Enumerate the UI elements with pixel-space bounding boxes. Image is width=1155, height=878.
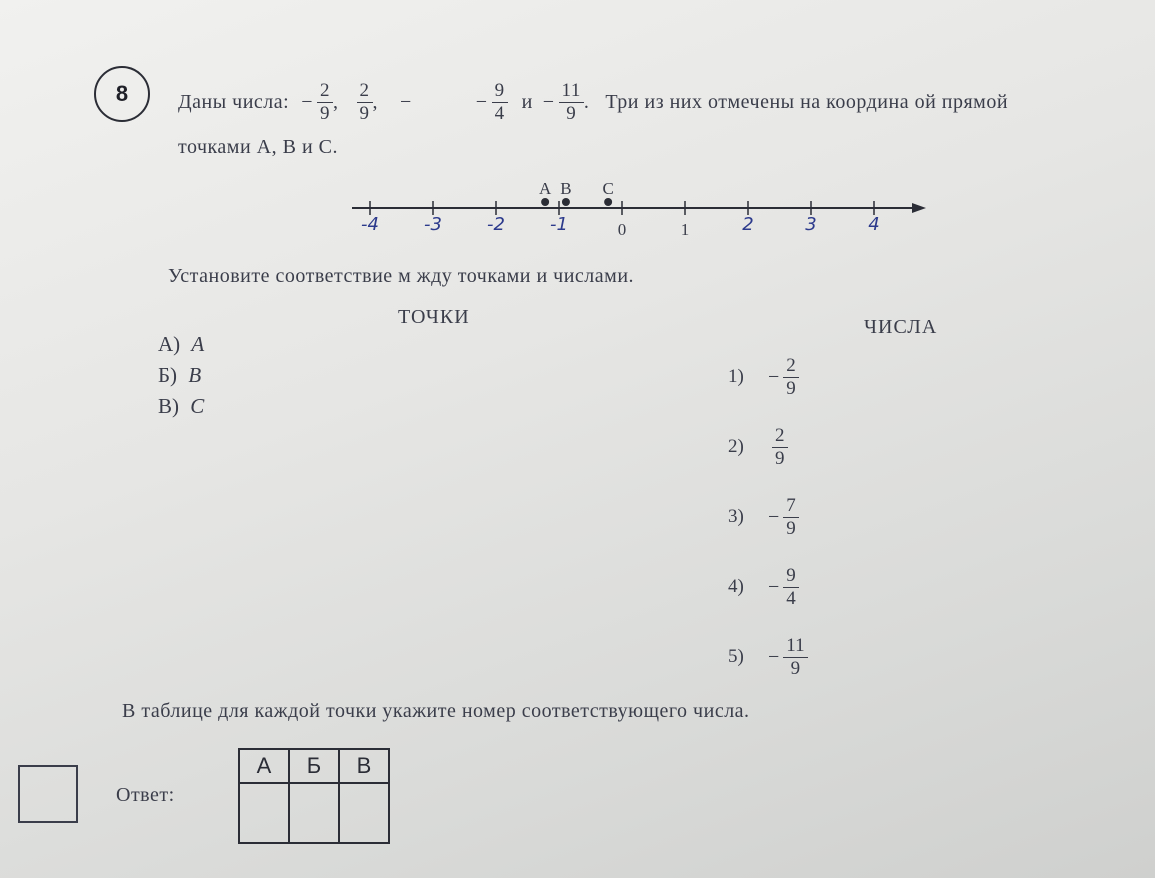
numerator: 9 xyxy=(492,80,508,103)
fraction xyxy=(783,635,807,680)
answer-table xyxy=(238,748,390,844)
handwritten-tick-label: -1 xyxy=(550,214,568,235)
point-name: C xyxy=(190,394,205,418)
answer-cell-c[interactable] xyxy=(339,783,389,843)
number-label: 3) xyxy=(728,506,744,527)
answer-checkbox[interactable] xyxy=(18,765,78,823)
answer-cell-a[interactable] xyxy=(239,783,289,843)
denominator: 9 xyxy=(359,103,370,124)
points-header: ТОЧКИ xyxy=(398,306,470,328)
answer-header-c: В xyxy=(339,749,389,783)
sign: − xyxy=(475,91,488,113)
numbers-list xyxy=(728,342,808,692)
number-label: 4) xyxy=(728,576,744,597)
task-number: 8 xyxy=(94,66,150,122)
axis-arrow-icon xyxy=(912,203,926,213)
separator: . xyxy=(583,91,590,113)
sign: − xyxy=(768,505,780,528)
numerator: 11 xyxy=(559,80,584,103)
handwritten-tick-label: -2 xyxy=(487,214,505,235)
fraction xyxy=(783,495,799,540)
point-letter: В) xyxy=(158,394,179,418)
given-number-1 xyxy=(301,80,352,125)
denominator: 9 xyxy=(786,517,796,539)
given-number-3 xyxy=(400,91,472,114)
point-name: A xyxy=(191,332,205,356)
points-list xyxy=(158,332,204,425)
condition-tail: Три из них отмечены на координа ой прямой xyxy=(605,91,1009,113)
handwritten-tick-label: 4 xyxy=(868,214,880,235)
answer-header-b: Б xyxy=(289,749,339,783)
answer-label: Ответ: xyxy=(116,784,175,806)
task-statement-line1 xyxy=(178,80,1008,125)
tick-label: 1 xyxy=(680,220,690,239)
given-number-2 xyxy=(357,80,397,125)
number-label: 2) xyxy=(728,436,744,457)
answer-header-a: А xyxy=(239,749,289,783)
point-letter: Б) xyxy=(158,363,178,387)
given-number-5 xyxy=(543,80,602,125)
fraction xyxy=(317,80,333,125)
denominator: 9 xyxy=(775,447,785,469)
handwritten-tick-label: 2 xyxy=(742,214,754,235)
number-line xyxy=(340,168,940,248)
numerator: 2 xyxy=(357,80,373,103)
separator: , xyxy=(333,91,339,113)
number-label: 5) xyxy=(728,646,744,667)
number-item-3 xyxy=(728,482,808,552)
fraction xyxy=(772,425,788,470)
denominator: 9 xyxy=(566,103,577,124)
number-item-1 xyxy=(728,342,808,412)
denominator: 4 xyxy=(494,103,505,124)
point-marker-c xyxy=(604,198,612,206)
handwritten-tick-label: -3 xyxy=(424,214,442,235)
handwritten-tick-label: -4 xyxy=(361,214,379,235)
numerator: 2 xyxy=(783,355,799,378)
answer-header-row xyxy=(239,749,389,783)
numerator: 7 xyxy=(783,495,799,518)
fraction xyxy=(783,565,799,610)
sign: − xyxy=(768,645,780,668)
denominator: 9 xyxy=(790,657,801,679)
sign: − xyxy=(768,575,780,598)
point-item-a xyxy=(158,332,204,363)
point-letter: А) xyxy=(158,332,181,356)
numbers-header: ЧИСЛА xyxy=(864,316,938,338)
table-instruction: В таблице для каждой точки укажите номер соответствующего числа. xyxy=(122,700,750,722)
numerator: 2 xyxy=(317,80,333,103)
numerator: 11 xyxy=(783,635,807,658)
fraction xyxy=(357,80,373,125)
point-marker-b xyxy=(562,198,570,206)
point-label-c: C xyxy=(602,179,614,198)
number-item-4 xyxy=(728,552,808,622)
tick-label: 0 xyxy=(617,220,627,239)
separator: и xyxy=(521,91,533,113)
denominator: 4 xyxy=(786,587,796,609)
intro-text: Даны числа: xyxy=(178,91,290,113)
fraction xyxy=(783,355,799,400)
point-name: B xyxy=(188,363,202,387)
answer-cells-row xyxy=(239,783,389,843)
handwritten-tick-label: 3 xyxy=(805,214,817,235)
point-label-b: B xyxy=(560,179,572,198)
denominator: 9 xyxy=(320,103,330,124)
sign: − xyxy=(768,365,780,388)
number-item-5 xyxy=(728,622,808,692)
number-item-2 xyxy=(728,412,808,482)
instruction-text: Установите соответствие м жду точками и числами. xyxy=(168,265,635,287)
answer-cell-b[interactable] xyxy=(289,783,339,843)
fraction xyxy=(492,80,508,125)
fraction xyxy=(559,80,584,125)
sign: − xyxy=(301,91,313,113)
point-item-b xyxy=(158,363,204,394)
numerator: 2 xyxy=(772,425,788,448)
sign: − xyxy=(400,91,412,113)
point-marker-a xyxy=(541,198,549,206)
task-statement-line2: точками A, B и C. xyxy=(178,136,338,158)
number-label: 1) xyxy=(728,366,744,387)
denominator: 9 xyxy=(786,377,796,399)
separator: , xyxy=(372,91,378,113)
given-number-4 xyxy=(476,80,539,125)
numerator: 9 xyxy=(783,565,799,588)
point-item-c xyxy=(158,394,204,425)
sign: − xyxy=(542,91,555,113)
point-label-a: A xyxy=(538,179,552,198)
